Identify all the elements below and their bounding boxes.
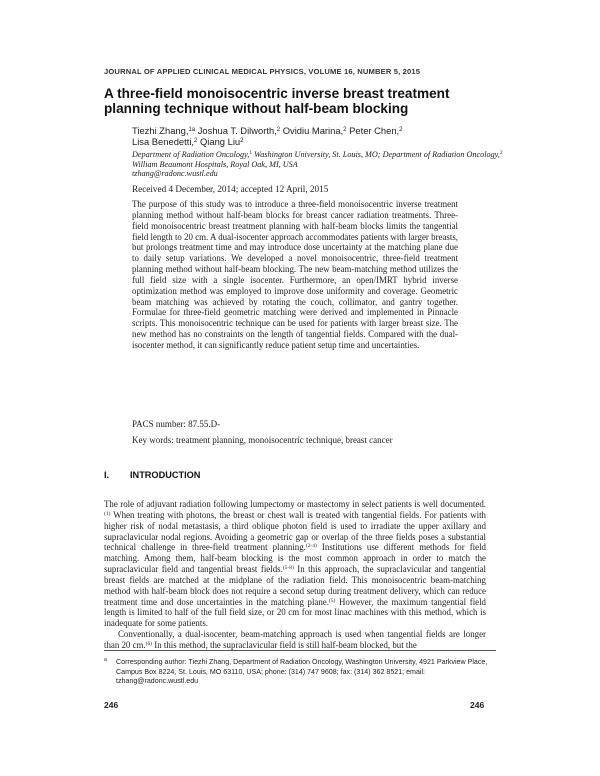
author-list bbox=[132, 125, 512, 147]
abstract: The purpose of this study was to introduce a three-field monoisocentric inverse treatment planning method without half-beam blocks for breast cancer radiation treatments. Three-field monoisocentric breast treatment planning with half-beam blocks limits the tangential field length to 20 cm. A dual-isocenter approach accommodates patients with larger breasts, but prolongs treatment time and may introduce dose uncertainty at the matching plane due to daily setup variations. We developed a novel monoisocentric, three-field treatment planning method without half-beam blocking. The new beam-matching method utilizes the full field size with a single isocenter. Furthermore, an open/IMRT hybrid inverse optimization method was employed to improve dose uniformity and coverage. Geometric beam matching was achieved by rotating the couch, collimator, and gantry together. Formulae for three-field geometric matching were derived and implemented in Pinnacle scripts. This monoisocentric technique can be used for patients with larger breast size. The new method has no constraints on the length of tangential fields. Compared with the dual-isocenter method, it can significantly reduce patient setup time and uncertainties. bbox=[132, 199, 458, 350]
contact-email: tzhang@radonc.wustl.edu bbox=[132, 169, 218, 179]
article-title bbox=[104, 86, 524, 116]
affiliation-text: Washington University, St. Louis, MO; Department of Radiation Oncology, bbox=[252, 150, 500, 159]
paragraph-text: When treating with photons, the breast or chest wall is treated with tangential fields. For patients with higher risk of nodal metastasis, a third oblique photon field is used to irradiate the upper axillary and supraclavicular nodal regions. Avoiding a geometric gap or overlap of the three fields poses a substantial technical challenge in three-field treatment planning. bbox=[104, 509, 486, 553]
author-name: Joshua T. Dilworth, bbox=[195, 125, 277, 136]
introduction-body bbox=[104, 499, 486, 651]
article-title-line-1: A three-field monoisocentric inverse breast treatment bbox=[104, 86, 450, 101]
paragraph-text: However, the maximum tangential field length is limited to half of the full field size, or 20 cm for most linac machines with this method, which is inadequate for some patients. bbox=[104, 596, 486, 629]
author-affiliation-mark: 2 bbox=[399, 127, 403, 133]
affiliation-text: Department of Radiation Oncology, bbox=[132, 150, 250, 159]
author-name: Ovidiu Marina, bbox=[280, 125, 344, 136]
author-affiliation-mark: 1a bbox=[188, 127, 196, 133]
body-paragraph bbox=[104, 629, 486, 651]
article-title-line-2: planning technique without half-beam blocking bbox=[104, 101, 409, 116]
author-line-1 bbox=[132, 125, 512, 136]
author-name: Peter Chen, bbox=[346, 125, 400, 136]
citation-ref: (6) bbox=[145, 640, 153, 647]
affiliation-mark: 2 bbox=[499, 150, 503, 156]
section-number: I. bbox=[104, 470, 110, 480]
paragraph-text: The role of adjuvant radiation following lumpectomy or mastectomy in select patients is well documented. bbox=[104, 499, 486, 509]
received-dates: Received 4 December, 2014; accepted 12 April, 2015 bbox=[132, 184, 329, 194]
paragraph-text: Institutions use different methods for field matching. Among them, half-beam blocking is the most common approach in order to match the supraclavicular field and tangential breast fields. bbox=[104, 542, 486, 575]
author-affiliation-mark: 2 bbox=[194, 138, 198, 145]
citation-ref: (5) bbox=[328, 597, 336, 604]
paragraph-text: In this method, the supraclavicular field is still half-beam blocked, but the bbox=[152, 639, 417, 650]
pacs-number: PACS number: 87.55.D- bbox=[132, 419, 221, 429]
author-name: Qiang Liu bbox=[197, 136, 241, 148]
author-name: Lisa Benedetti, bbox=[132, 136, 195, 148]
footnote-divider bbox=[104, 650, 496, 651]
page-number-right: 246 bbox=[470, 700, 485, 710]
section-title: INTRODUCTION bbox=[130, 470, 201, 480]
citation-ref: (2-4) bbox=[305, 543, 317, 550]
author-affiliation-mark: 2 bbox=[343, 127, 347, 133]
author-name: Tiezhi Zhang, bbox=[132, 125, 189, 136]
section-heading-introduction bbox=[104, 470, 200, 480]
affiliation-mark: 1 bbox=[249, 150, 253, 156]
author-affiliation-mark: 2 bbox=[276, 127, 281, 133]
author-line-2 bbox=[132, 136, 512, 147]
journal-running-header: JOURNAL OF APPLIED CLINICAL MEDICAL PHYSICS, VOLUME 16, NUMBER 5, 2015 bbox=[104, 67, 421, 76]
affiliations bbox=[132, 150, 522, 179]
keywords: Key words: treatment planning, monoisocentric technique, breast cancer bbox=[132, 435, 393, 445]
footnote-text: Corresponding author: Tiezhi Zhang, Department of Radiation Oncology, Washington University, 4921 Parkview Place, Campus Box 8224, St. Louis, MO 63110, USA; phone: (314) 747 9608; fax: (314) 362 8521; email: tzhang@radonc.wustl.edu bbox=[116, 658, 488, 686]
corresponding-author-footnote bbox=[104, 658, 496, 687]
footnote-mark: a bbox=[104, 657, 107, 663]
affiliation-text: William Beaumont Hospitals, Royal Oak, MI, USA bbox=[132, 159, 298, 169]
body-paragraph bbox=[104, 499, 486, 629]
author-affiliation-mark: 2 bbox=[240, 138, 244, 145]
citation-ref: (5-8) bbox=[282, 565, 294, 572]
paragraph-text: Conventionally, a dual-isocenter, beam-matching approach is used when tangential fields are longer than 20 cm. bbox=[104, 629, 486, 650]
paragraph-text: In this approach, the supraclavicular and tangential breast fields are matched at the midplane of the radiation field. This monoisocentric beam-matching method with half-beam block does not require a second setup during treatment delivery, which can reduce treatment time and dose uncertainties in the matching plane. bbox=[104, 564, 486, 607]
page-number-left: 246 bbox=[104, 700, 119, 710]
citation-ref: (1) bbox=[104, 510, 111, 517]
